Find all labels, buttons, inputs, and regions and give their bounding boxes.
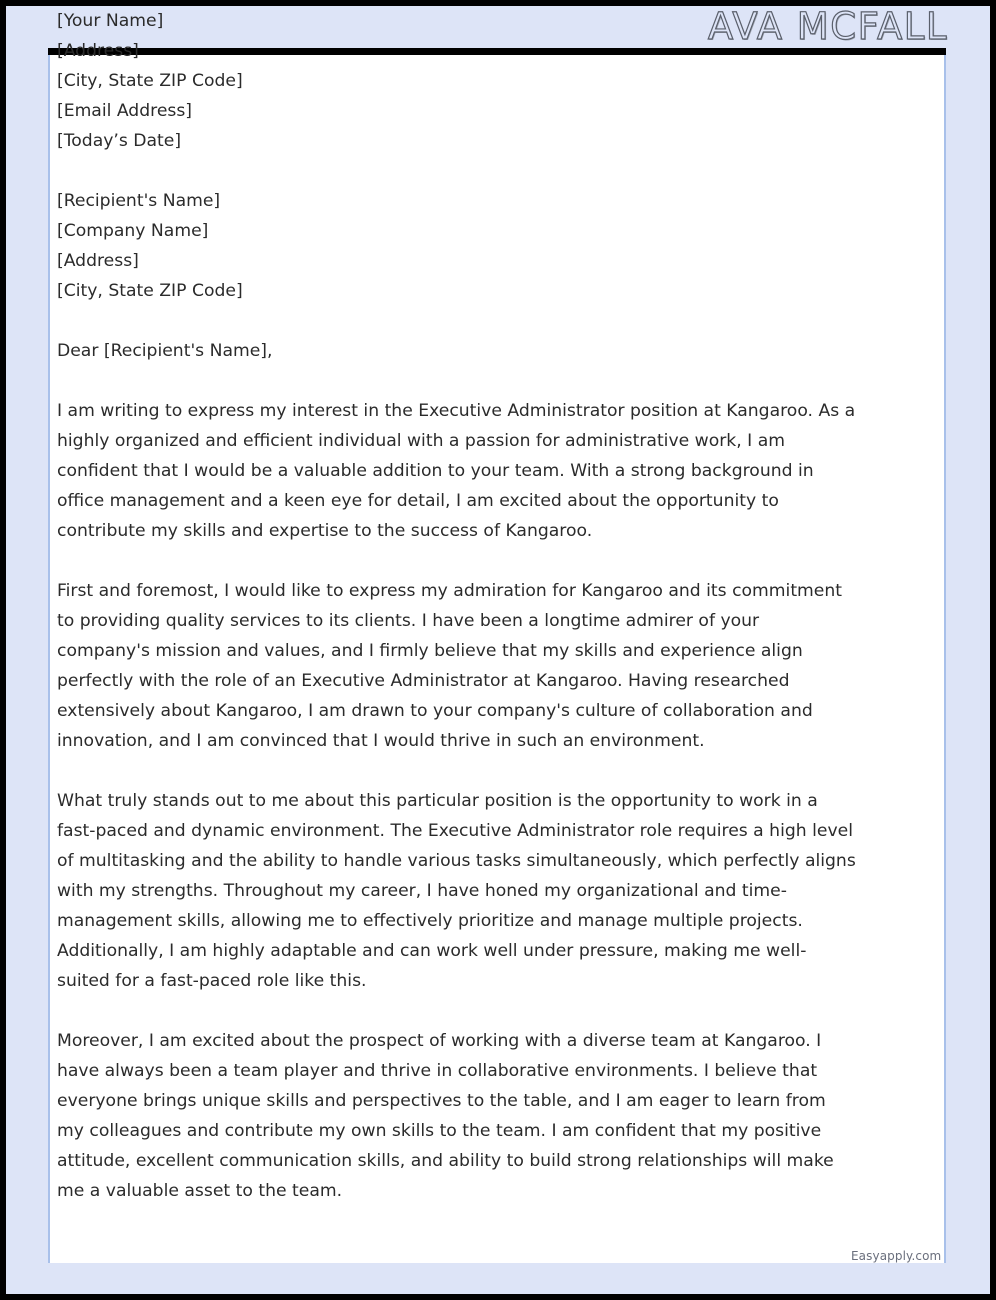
site-watermark: Easyapply.com xyxy=(851,1249,942,1263)
body-paragraph: First and foremost, I would like to express my admiration for Kangaroo and its commitment to providing quality services to its clients. I have been a longtime admirer of your company's mission and values, and I firmly believe that my skills and experience align perfectly with the role of an Executive Administrator at Kangaroo. Having researched extensively about Kangaroo, I am drawn to your company's culture of collaboration and innovation, and I am convinced that I would thrive in such an environment. xyxy=(57,581,843,751)
block-spacer xyxy=(57,306,857,336)
recipient-line: [Address] xyxy=(57,251,139,271)
block-spacer xyxy=(57,996,857,1026)
letter-body xyxy=(57,6,857,1206)
sender-line: [Address] xyxy=(57,41,139,61)
sender-line: [City, State ZIP Code] xyxy=(57,71,243,91)
sender-line: [Email Address] xyxy=(57,101,193,121)
body-paragraph: Moreover, I am excited about the prospect of working with a diverse team at Kangaroo. I have always been a team player and thrive in collaborative environments. I believe that everyone brings unique skills and perspectives to the table, and I am eager to learn from my colleagues and contribute my own skills to the team. I am confident that my positive attitude, excellent communication skills, and ability to build strong relationships will make me a valuable asset to the team. xyxy=(57,1031,834,1201)
page-title: AVA MCFALL xyxy=(707,6,948,48)
block-spacer xyxy=(57,756,857,786)
salutation-block xyxy=(57,336,857,366)
block-spacer xyxy=(57,156,857,186)
block-spacer xyxy=(57,546,857,576)
recipient-line: [City, State ZIP Code] xyxy=(57,281,243,301)
body-paragraph: What truly stands out to me about this particular position is the opportunity to work in a fast-paced and dynamic environment. The Executive Administrator role requires a high level of multitasking and the ability to handle various tasks simultaneously, which perfectly aligns with my strengths. Throughout my career, I have honed my organizational and time-management skills, allowing me to effectively prioritize and manage multiple projects. Additionally, I am highly adaptable and can work well under pressure, making me well-suited for a fast-paced role like this. xyxy=(57,791,856,991)
recipient-line: [Recipient's Name] xyxy=(57,191,221,211)
recipient-line: [Company Name] xyxy=(57,221,209,241)
document-page xyxy=(6,6,990,1294)
body-paragraph: I am writing to express my interest in the Executive Administrator position at Kangaroo. As a highly organized and efficient individual with a passion for administrative work, I am confident that I would be a valuable addition to your team. With a strong background in office management and a keen eye for detail, I am excited about the opportunity to contribute my skills and expertise to the success of Kangaroo. xyxy=(57,401,856,541)
block-spacer xyxy=(57,366,857,396)
recipient-address-block xyxy=(57,186,857,306)
salutation: Dear [Recipient's Name], xyxy=(57,341,273,361)
sender-line: [Your Name] xyxy=(57,11,164,31)
sender-line: [Today’s Date] xyxy=(57,131,182,151)
sender-address-block xyxy=(57,6,857,156)
